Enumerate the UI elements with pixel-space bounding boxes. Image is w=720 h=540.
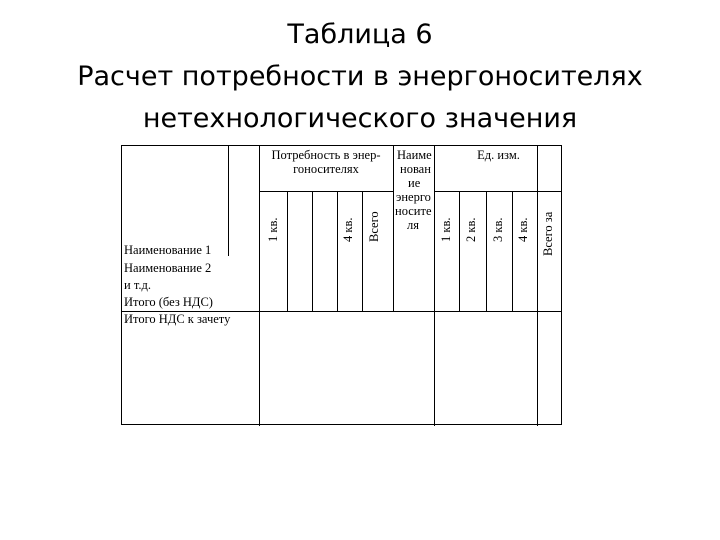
slide-title	[0, 14, 720, 140]
row-label-etc: и т.д.	[124, 278, 151, 292]
energy-name-header-line-5: носите	[395, 204, 432, 218]
title-line-2: Расчет потребности в энергоносителях	[77, 61, 643, 92]
energy-name-header-line-6: ля	[407, 218, 419, 232]
energy-name-header-line-1: Наиме	[397, 148, 432, 162]
grid-line	[362, 191, 363, 311]
unit-col-q3: 3 кв.	[491, 217, 505, 242]
unit-header: Ед. изм.	[477, 148, 520, 162]
grid-line	[393, 146, 394, 311]
grid-line	[537, 146, 538, 426]
row-label-item-2: Наименование 2	[124, 261, 212, 275]
energy-name-header-line-4: энерго	[396, 190, 431, 204]
grid-line	[259, 146, 260, 426]
need-col-q1: 1 кв.	[266, 217, 280, 242]
grid-line	[486, 191, 487, 311]
energy-name-header-line-3: ие	[408, 176, 421, 190]
title-line-3: нетехнологического значения	[142, 103, 578, 134]
need-col-q4: 4 кв.	[341, 217, 355, 242]
unit-col-q4: 4 кв.	[516, 217, 530, 242]
grid-line	[434, 146, 435, 426]
grid-line	[512, 191, 513, 311]
grid-line	[337, 191, 338, 311]
unit-col-total: Всего за	[541, 211, 555, 256]
need-header-line-2: гоносителях	[293, 162, 359, 176]
grid-line	[228, 146, 229, 256]
grid-line	[459, 191, 460, 311]
need-col-total: Всего	[367, 211, 381, 242]
grid-line	[312, 191, 313, 311]
unit-col-q1: 1 кв.	[439, 217, 453, 242]
energy-name-header-line-2: нован	[400, 162, 431, 176]
row-label-item-1: Наименование 1	[124, 243, 212, 257]
row-label-vat-deductible: Итого НДС к зачету	[124, 312, 231, 326]
grid-line	[434, 191, 562, 192]
need-header-line-1: Потребность в энер-	[271, 148, 381, 162]
title-line-1: Таблица 6	[287, 19, 433, 50]
grid-line	[287, 191, 288, 311]
row-label-total-no-vat: Итого (без НДС)	[124, 295, 213, 309]
grid-line	[259, 191, 393, 192]
unit-col-q2: 2 кв.	[464, 217, 478, 242]
energy-requirement-table	[121, 145, 562, 425]
